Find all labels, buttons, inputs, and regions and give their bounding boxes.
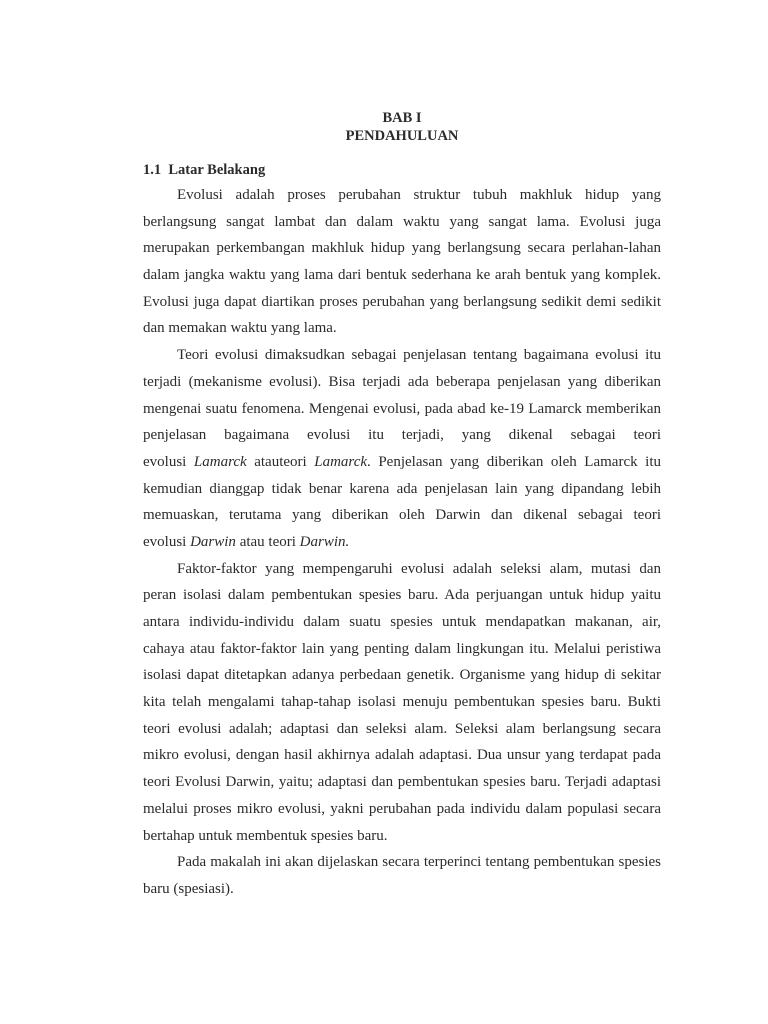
text-span: . Penjelasan yang diberikan oleh Lamarck itu	[367, 453, 661, 470]
text-line: teori evolusi adalah; adaptasi dan seleksi alam. Seleksi alam berlangsung secara	[143, 720, 661, 737]
text-line: penjelasan bagaimana evolusi itu terjadi, yang dikenal sebagai teori	[143, 427, 661, 444]
italic-term: Darwin	[190, 533, 236, 550]
text-line: berlangsung sangat lambat dan dalam waktu yang sangat lama. Evolusi juga	[143, 213, 661, 230]
text-line: kita telah mengalami tahap-tahap isolasi menuju pembentukan spesies baru. Bukti	[143, 694, 661, 711]
text-span: atauteori	[246, 453, 315, 470]
text-line: peran isolasi dalam pembentukan spesies baru. Ada perjuangan untuk hidup yaitu	[143, 587, 661, 604]
text-line: Teori evolusi dimaksudkan sebagai penjelasan tentang bagaimana evolusi itu	[177, 347, 661, 364]
text-line: bertahap untuk membentuk spesies baru.	[143, 827, 388, 844]
text-line: Faktor-faktor yang mempengaruhi evolusi adalah seleksi alam, mutasi dan	[177, 560, 661, 577]
text-line: mikro evolusi, dengan hasil akhirnya adalah adaptasi. Dua unsur yang terdapat pada	[143, 747, 661, 764]
text-line	[143, 449, 661, 476]
italic-term: Lamarck	[314, 453, 368, 470]
text-line: Evolusi juga dapat diartikan proses perubahan yang berlangsung sedikit demi sedikit	[143, 293, 661, 310]
section-title: 1.1 Latar Belakang	[143, 162, 266, 178]
body-text	[143, 182, 661, 903]
text-line: isolasi dapat ditetapkan adanya perbedaan genetik. Organisme yang hidup di sekitar	[143, 667, 661, 684]
italic-term: Lamarck	[193, 453, 247, 470]
italic-term: Darwin.	[299, 533, 350, 550]
text-line	[143, 529, 661, 556]
text-line: teori Evolusi Darwin, yaitu; adaptasi dan pembentukan spesies baru. Terjadi adaptasi	[143, 774, 661, 791]
text-line: kemudian dianggap tidak benar karena ada penjelasan lain yang dipandang lebih	[143, 480, 661, 497]
text-line: memuaskan, terutama yang diberikan oleh Darwin dan dikenal sebagai teori	[143, 507, 661, 524]
chapter-number: BAB I	[382, 110, 422, 126]
text-span: atau teori	[235, 533, 300, 550]
text-line: terjadi (mekanisme evolusi). Bisa terjadi ada beberapa penjelasan yang diberikan	[143, 373, 661, 390]
text-span: evolusi	[143, 453, 194, 470]
chapter-heading	[0, 109, 768, 145]
text-line: dan memakan waktu yang lama.	[143, 320, 337, 337]
text-line: Evolusi adalah proses perubahan struktur tubuh makhluk hidup yang	[177, 187, 661, 203]
text-line: Pada makalah ini akan dijelaskan secara terperinci tentang pembentukan spesies	[177, 854, 661, 871]
text-line: merupakan perkembangan makhluk hidup yang berlangsung secara perlahan-lahan	[143, 240, 661, 257]
text-line: melalui proses mikro evolusi, yakni perubahan pada individu dalam populasi secara	[143, 800, 661, 817]
text-line: antara individu-individu dalam suatu spesies untuk mendapatkan makanan, air,	[143, 614, 661, 630]
text-span: evolusi	[143, 533, 191, 550]
chapter-title: PENDAHULUAN	[345, 128, 459, 144]
text-line: mengenai suatu fenomena. Mengenai evolusi, pada abad ke-19 Lamarck memberikan	[143, 400, 661, 417]
text-line: baru (spesiasi).	[143, 880, 234, 897]
text-line: dalam jangka waktu yang lama dari bentuk sederhana ke arah bentuk yang komplek.	[143, 267, 661, 284]
text-line: cahaya atau faktor-faktor lain yang penting dalam lingkungan itu. Melalui peristiwa	[143, 640, 661, 657]
